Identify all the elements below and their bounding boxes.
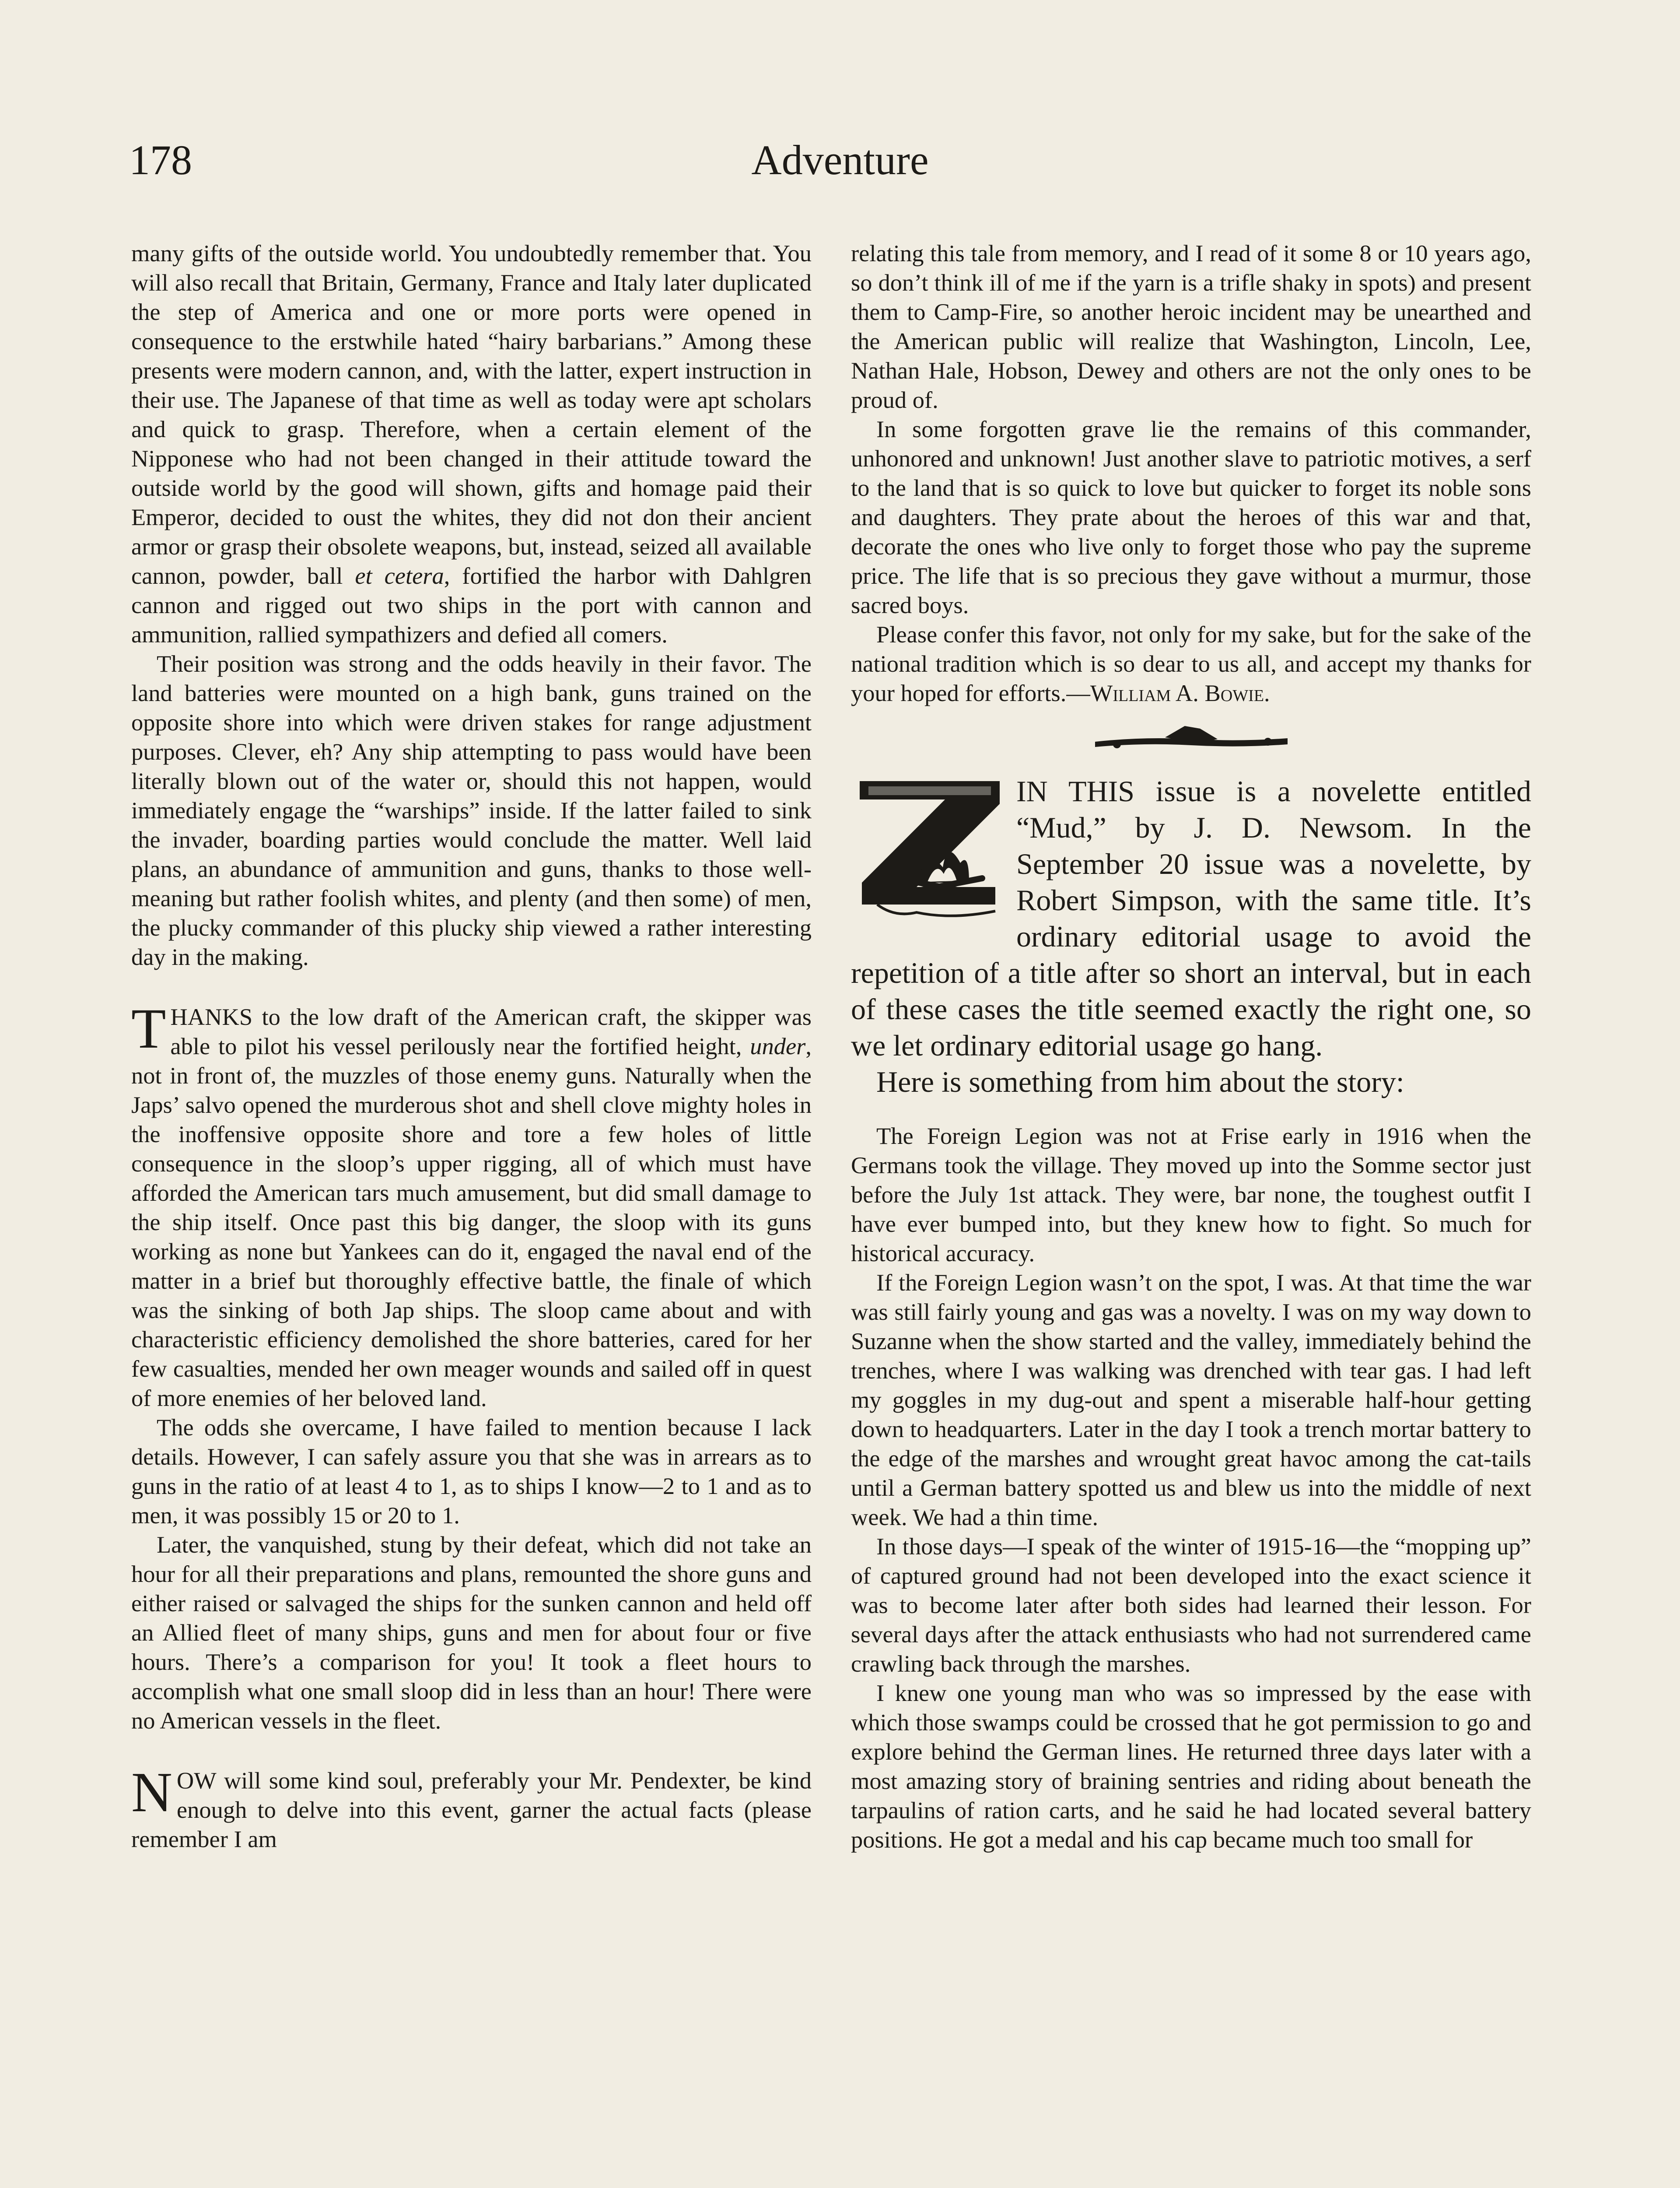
- drop-cap: N: [131, 1761, 172, 1824]
- ornament-divider-icon: [1091, 720, 1292, 759]
- paragraph: NOW will some kind soul, preferably your Mr. Pendexter, be kind enough to delve into this event, garner the actual facts (please remember I am: [131, 1761, 812, 1852]
- intro-paragraph: IN THIS issue is a novelette entitled “Mud,” by J. D. Newsom. In the September 20 issue was a novelette, by Robert Simpson, with the same title. It’s ordinary editorial usage to avoid the repetition of a title after so short an interval, but in each of these cases the title seemed exactly the right one, so we let ordinary editorial usage go hang.: [851, 775, 1531, 1062]
- intro-paragraph: Here is something from him about the story:: [876, 1065, 1404, 1098]
- drop-cap: T: [131, 997, 166, 1060]
- campfire-initial-icon: [851, 773, 1008, 924]
- paragraph: Please confer this favor, not only for my sake, but for the sake of the national tradition which is so dear to us all, and accept my thanks for your hoped for efforts.—William A. Bowie.: [851, 621, 1531, 706]
- page-number: 178: [129, 137, 192, 183]
- signature: William A. Bowie.: [1090, 680, 1270, 706]
- quoted-letter: [851, 1121, 1531, 1854]
- paragraph: relating this tale from memory, and I read of it some 8 or 10 years ago, so don’t think ill of me if the yarn is a trifle shaky in spots) and present them to Camp-Fire, so another heroic incident may be unearthed and the American public will realize that Washington, Lincoln, Lee, Nathan Hale, Hobson, Dewey and others are not the only ones to be proud of.: [851, 240, 1531, 413]
- paragraph: If the Foreign Legion wasn’t on the spot, I was. At that time the war was still fairly young and gas was a novelty. I was on my way down to Suzanne when the show started and the valley, immediately behind the trenches, where I was walking was drenched with tear gas. I had left my goggles in my dug-out and spent a miserable half-hour getting down to headquarters. Later in the day I took a trench mortar battery to the edge of the marshes and wrought great havoc among the cat-tails until a German battery spotted us and blew us into the middle of next week. We had a thin time.: [851, 1269, 1531, 1530]
- paragraph: In some forgotten grave lie the remains of this commander, unhonored and unknown! Just another slave to patriotic motives, a serf to the land that is so quick to love but quicker to forget its noble sons and daughters. They prate about the heroes of this war and that, decorate the ones who live only to forget those who pay the supreme price. The life that is so precious they gave without a murmur, those sacred boys.: [851, 416, 1531, 618]
- paragraph: many gifts of the outside world. You undoubtedly remember that. You will also recall that Britain, Germany, France and Italy later duplicated the step of America and one or more ports were opened in consequence to the erstwhile hated “hairy barbarians.” Among these presents were modern cannon, and, with the latter, expert instruction in their use. The Japanese of that time as well as today were apt scholars and quick to grasp. Therefore, when a certain element of the Nipponese who had not been changed in their attitude toward the outside world by the good will shown, gifts and homage paid their Emperor, decided to oust the whites, they did not don their ancient armor or grasp their obsolete weapons, but, instead, seized all available cannon, powder, ball et cetera, fortified the harbor with Dahlgren cannon and rigged out two ships in the port with cannon and ammunition, rallied sympathizers and defied all comers.: [131, 240, 812, 648]
- camp-fire-intro: [851, 773, 1531, 1100]
- left-column: [131, 238, 812, 1854]
- paragraph: THANKS to the low draft of the American craft, the skipper was able to pilot his vessel perilously near the fortified height, under, not in front of, the muzzles of those enemy guns. Naturally when the Japs’ salvo opened the murderous shot and shell clove mighty holes in the inoffensive opposite shore and tore a few holes of little consequence in the sloop’s upper rigging, all of which must have afforded the American tars much amusement, but did small damage to the ship itself. Once past this big danger, the sloop with its guns working as none but Yankees can do it, engaged the naval end of the matter in a brief but thoroughly effective battle, the finale of which was the sinking of both Jap ships. The sloop came about and with characteristic efficiency demolished the shore batteries, cared for her few casualties, mended her own meager wounds and sailed off in quest of more enemies of her beloved land.: [131, 997, 812, 1411]
- paragraph: The Foreign Legion was not at Frise early in 1916 when the Germans took the village. They moved up into the Somme sector just before the July 1st attack. They were, bar none, the toughest outfit I have ever bumped into, but they knew how to fight. So much for historical accuracy.: [851, 1122, 1531, 1266]
- paragraph: The odds she overcame, I have failed to mention because I lack details. However, I can safely assure you that she was in arrears as to guns in the ratio of at least 4 to 1, as to ships I know—2 to 1 and as to men, it was possibly 15 or 20 to 1.: [131, 1414, 812, 1529]
- paragraph: In those days—I speak of the winter of 1915-16—the “mopping up” of captured ground had not been developed into the exact science it was to become later after both sides had learned their lesson. For several days after the attack enthusiasts who had not surrendered came crawling back through the marshes.: [851, 1533, 1531, 1677]
- running-head: Adventure: [751, 137, 929, 183]
- right-column: [851, 238, 1531, 1854]
- paragraph: Their position was strong and the odds heavily in their favor. The land batteries were mounted on a high bank, guns trained on the opposite shore into which were driven stakes for range adjustment purposes. Clever, eh? Any ship attempting to pass would have been literally blown out of the water or, should this not happen, would immediately engage the “warships” inside. If the latter failed to sink the invader, boarding parties would conclude the matter. Well laid plans, an abundance of ammunition and guns, thanks to those well-meaning but rather foolish whites, and plenty (and then some) of men, the plucky commander of this plucky ship viewed a rather interesting day in the making.: [131, 650, 812, 970]
- paragraph: I knew one young man who was so impressed by the ease with which those swamps could be crossed that he got permission to go and explore behind the German lines. He returned three days later with a most amazing story of braining sentries and riding about beneath the tarpaulins of ration carts, and he said he had located several battery positions. He got a medal and his cap became much too small for: [851, 1680, 1531, 1853]
- paragraph: Later, the vanquished, stung by their defeat, which did not take an hour for all their preparations and plans, remounted the shore guns and either raised or salvaged the ships for the sunken cannon and held off an Allied fleet of many ships, guns and men for about four or five hours. There’s a comparison for you! It took a fleet hours to accomplish what one small sloop did in less than an hour! There were no American vessels in the fleet.: [131, 1531, 812, 1734]
